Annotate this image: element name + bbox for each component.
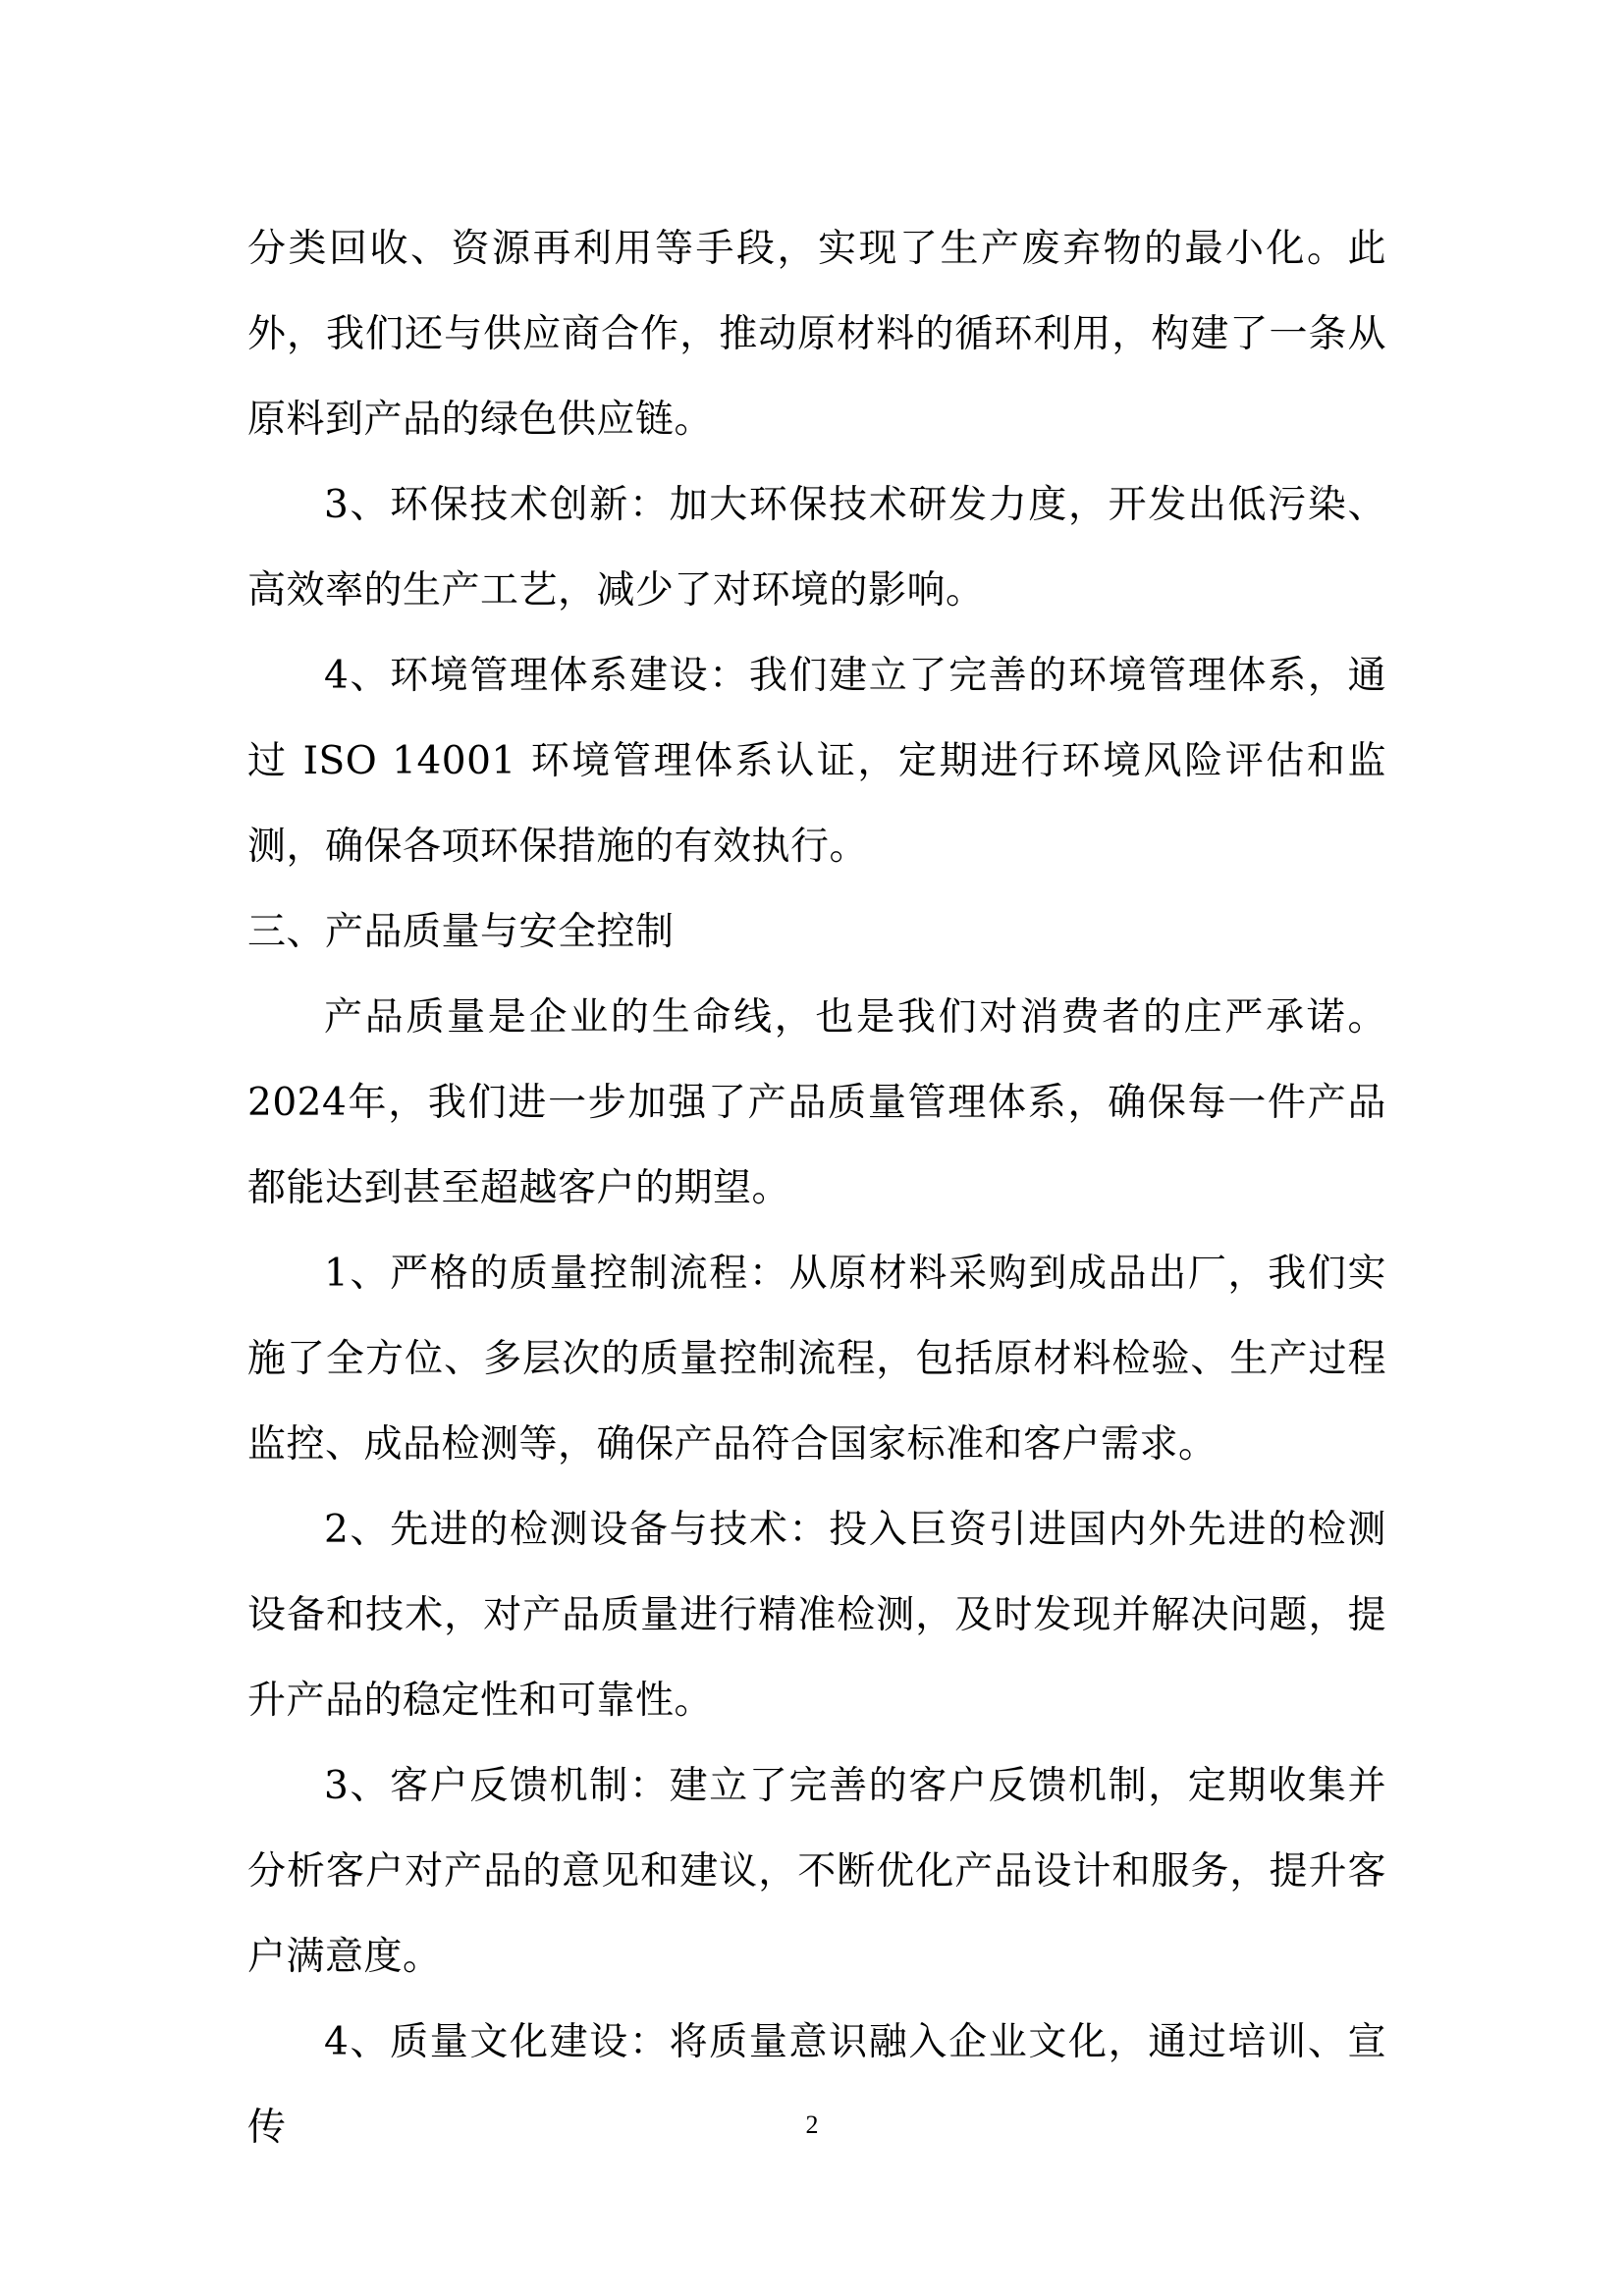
paragraph-quality-culture: 4、质量文化建设：将质量意识融入企业文化，通过培训、宣传 xyxy=(247,2020,1386,2150)
section-heading-quality-safety: 三、产品质量与安全控制 xyxy=(247,910,675,954)
paragraph-eco-tech-innovation: 3、环保技术创新：加大环保技术研发力度，开发出低污染、高效率的生产工艺，减少了对环境的影响。 xyxy=(247,483,1386,613)
paragraph-testing-equipment: 2、先进的检测设备与技术：投入巨资引进国内外先进的检测设备和技术，对产品质量进行精准检测，及时发现并解决问题，提升产品的稳定性和可靠性。 xyxy=(247,1508,1386,1723)
paragraph-customer-feedback: 3、客户反馈机制：建立了完善的客户反馈机制，定期收集并分析客户对产品的意见和建议，不断优化产品设计和服务，提升客户满意度。 xyxy=(247,1764,1386,1979)
paragraph-environment-management: 4、环境管理体系建设：我们建立了完善的环境管理体系，通过 ISO 14001 环境管理体系认证，定期进行环境风险评估和监测，确保各项环保措施的有效执行。 xyxy=(247,654,1386,869)
paragraph-quality-control-process: 1、严格的质量控制流程：从原材料采购到成品出厂，我们实施了全方位、多层次的质量控制流程，包括原材料检验、生产过程监控、成品检测等，确保产品符合国家标准和客户需求。 xyxy=(247,1252,1386,1467)
paragraph-recycling-continued: 分类回收、资源再利用等手段，实现了生产废弃物的最小化。此外，我们还与供应商合作，推动原材料的循环利用，构建了一条从原料到产品的绿色供应链。 xyxy=(247,227,1386,442)
document-body xyxy=(247,206,1386,2170)
paragraph-quality-intro: 产品质量是企业的生命线，也是我们对消费者的庄严承诺。2024年，我们进一步加强了产品质量管理体系，确保每一件产品都能达到甚至超越客户的期望。 xyxy=(247,995,1386,1210)
page-number: 2 xyxy=(805,2110,819,2139)
